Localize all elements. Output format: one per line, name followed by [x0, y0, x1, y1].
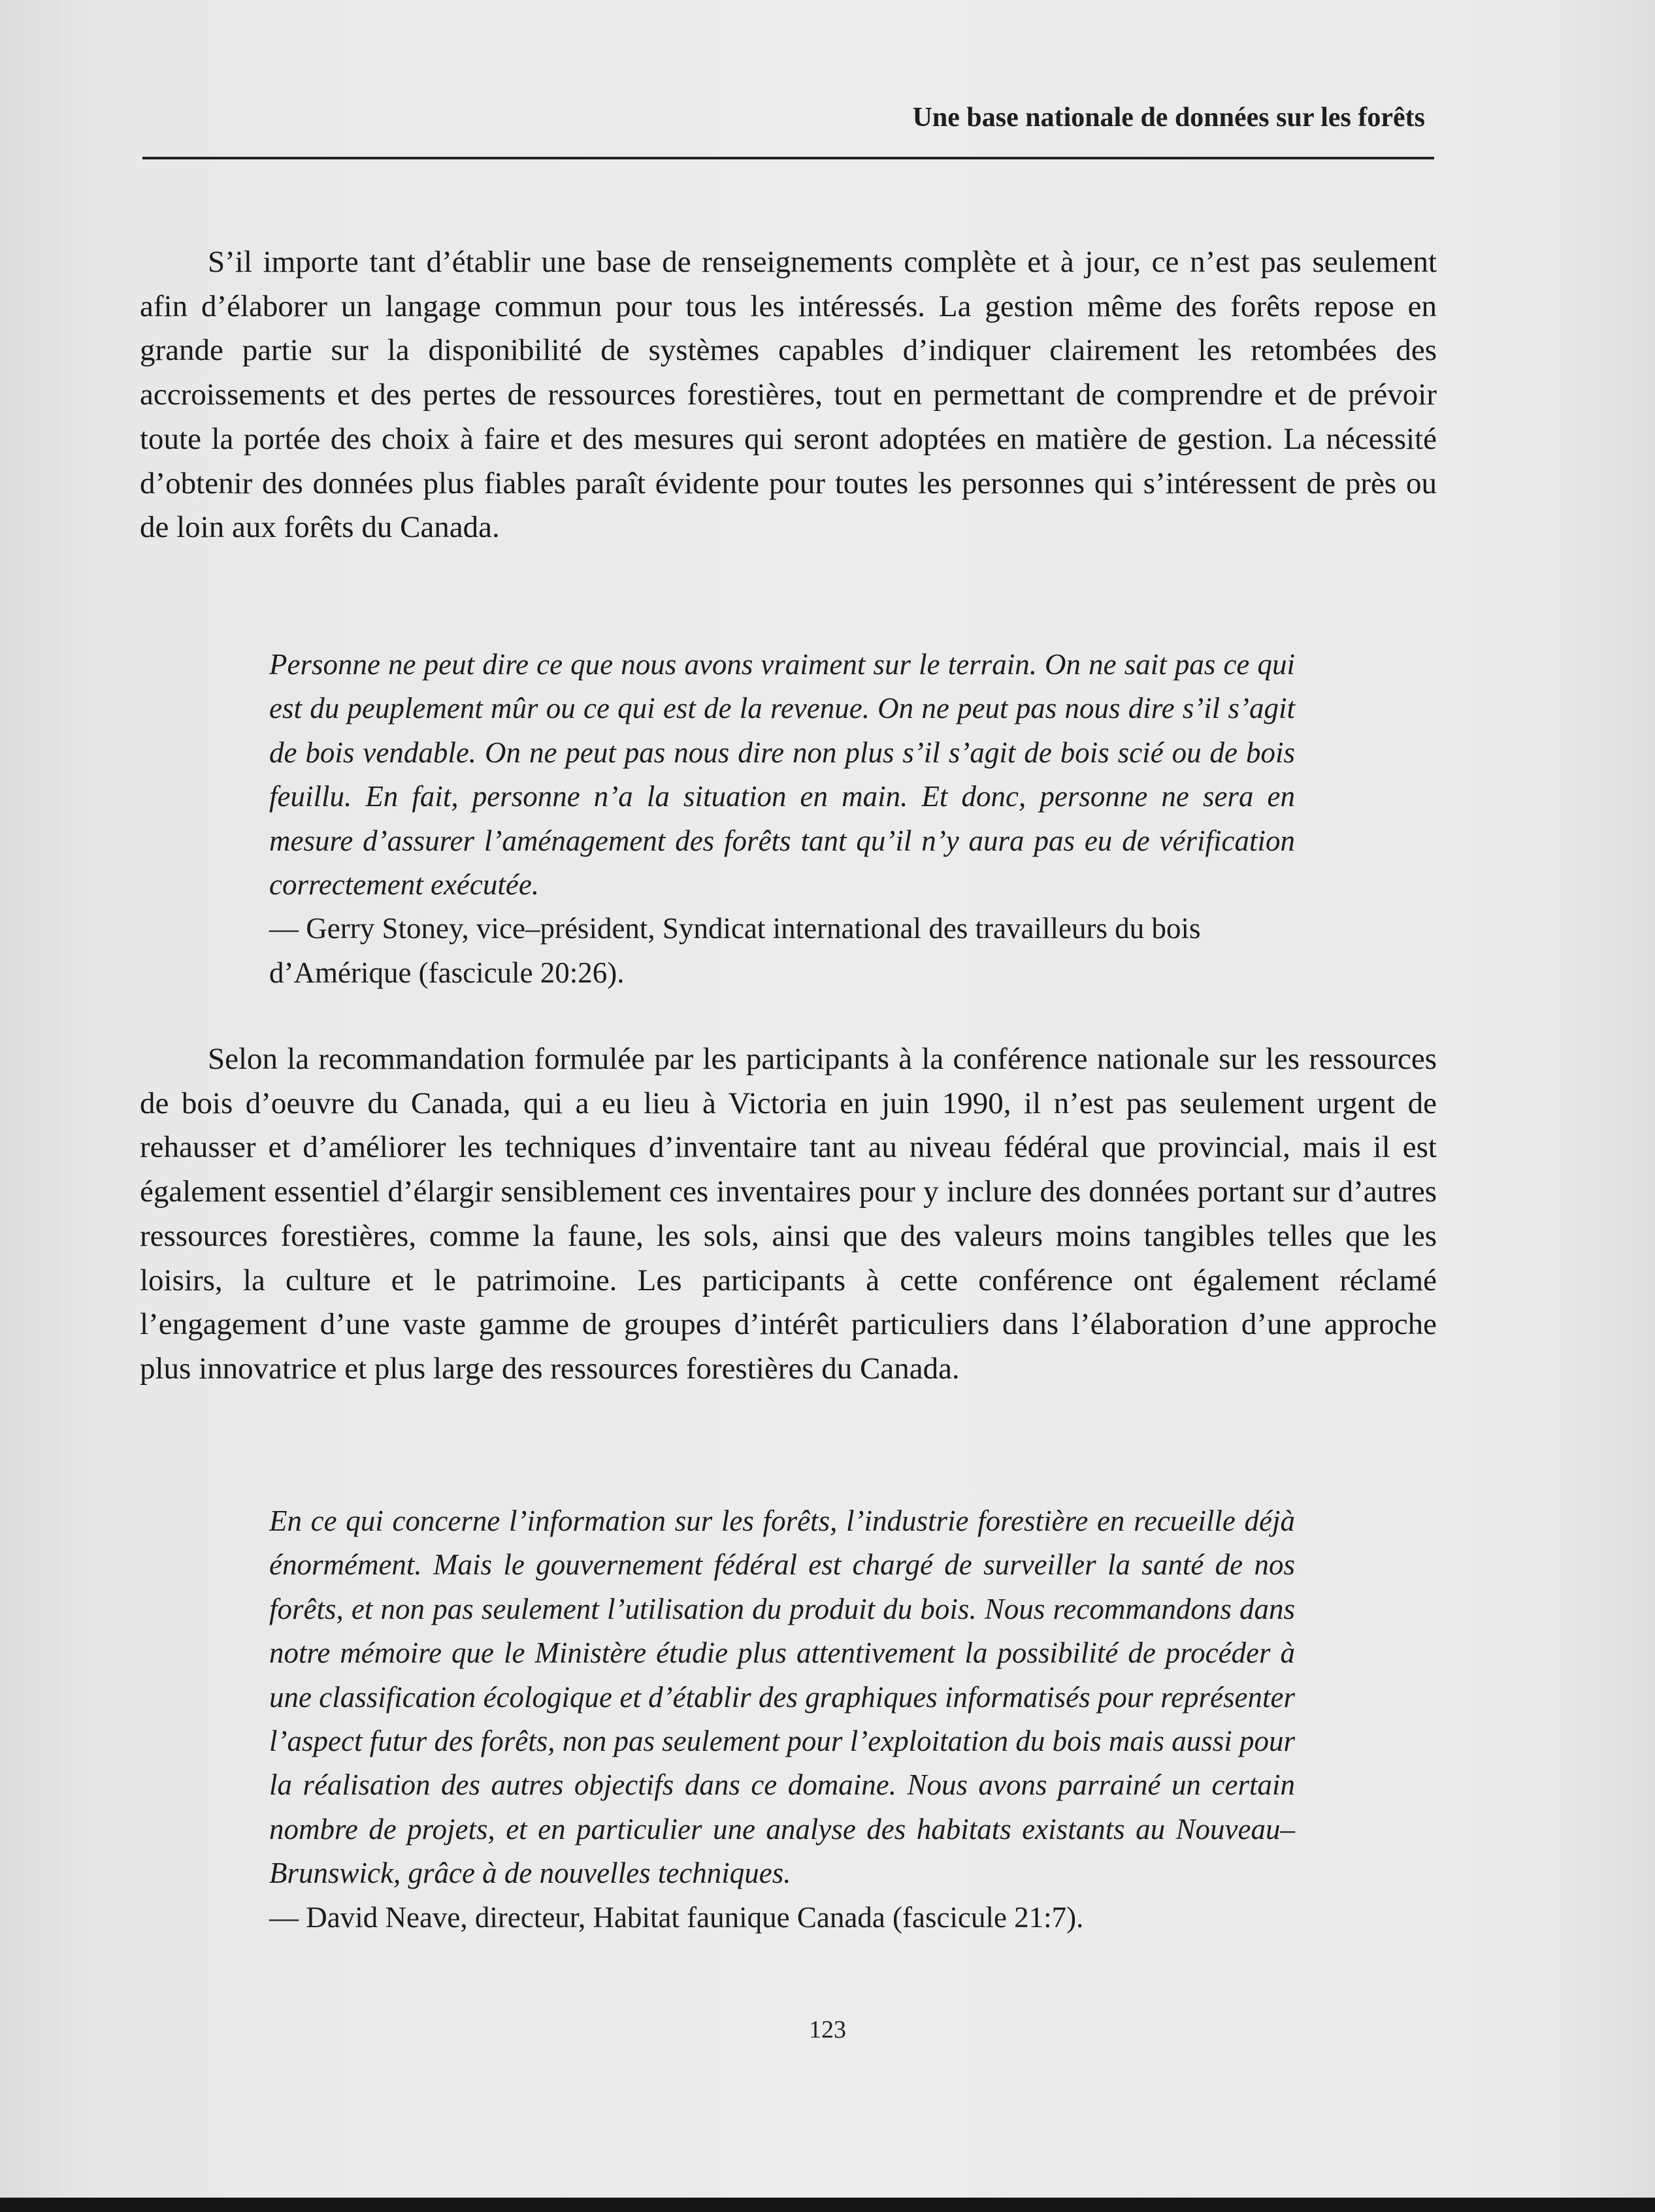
block-quote-2	[269, 1499, 1295, 1940]
paragraph-1: S’il importe tant d’établir une base de renseignements complète et à jour, ce n’est pas seulement afin d’élaborer un langage commun pour tous les intéressés. La gestion même des forêts repose en grande partie sur la disponibilité de systèmes capables d’indiquer clairement les retombées des accroissements et des pertes de ressources forestières, tout en permettant de comprendre et de prévoir toute la portée des choix à faire et des mesures qui seront adoptées en matière de gestion. La nécessité d’obtenir des données plus fiables paraît évidente pour toutes les personnes qui s’intéressent de près ou de loin aux forêts du Canada.	[140, 245, 1437, 545]
page-number: 123	[809, 2016, 846, 2043]
quote-1-attribution: — Gerry Stoney, vice–président, Syndicat international des travailleurs du bois d’Amérique (fascicule 20:26).	[269, 912, 1201, 989]
running-header	[142, 98, 1434, 159]
paragraph-2: Selon la recommandation formulée par les participants à la conférence nationale sur les ressources de bois d’oeuvre du Canada, qui a eu lieu à Victoria en juin 1990, il n’est pas seulement urgent de rehausser et d’améliorer les techniques d’inventaire tant au niveau fédéral que provincial, mais il est également essentiel d’élargir sensiblement ces inventaires pour y inclure des données portant sur d’autres ressources forestières, comme la faune, les sols, ainsi que des valeurs moins tangibles telles que les loisirs, la culture et le patrimoine. Les participants à cette conférence ont également réclamé l’engagement d’une vaste gamme de groupes d’intérêt particuliers dans l’élaboration d’une approche plus innovatrice et plus large des ressources forestières du Canada.	[140, 1042, 1437, 1386]
page-bottom-edge	[0, 2198, 1655, 2212]
header-title: Une base nationale de données sur les forêts	[912, 103, 1425, 133]
quote-1-text: Personne ne peut dire ce que nous avons vraiment sur le terrain. On ne sait pas ce qui est du peuplement mûr ou ce qui est de la revenue. On ne peut pas nous dire s’il s’agit de bois vendable. On ne peut pas nous dire non plus s’il s’agit de bois scié ou de bois feuillu. En fait, personne n’a la situation en main. Et donc, personne ne sera en mesure d’assurer l’aménagement des forêts tant qu’il n’y aura pas eu de vérification correctement exécutée.	[269, 648, 1295, 902]
quote-2-attribution: — David Neave, directeur, Habitat faunique Canada (fascicule 21:7).	[269, 1900, 1084, 1934]
block-quote-1	[269, 643, 1295, 995]
quote-2-text: En ce qui concerne l’information sur les forêts, l’industrie forestière en recueille déjà énormément. Mais le gouvernement fédéral est chargé de surveiller la santé de nos forêts, et non pas seulement l’utilisation du produit du bois. Nous recommandons dans notre mémoire que le Ministère étudie plus attentivement la possibilité de procéder à une classification écologique et d’établir des graphiques informatisés pour représenter l’aspect futur des forêts, non pas seulement pour l’exploitation du bois mais aussi pour la réalisation des autres objectifs dans ce domaine. Nous avons parrainé un certain nombre de projets, et en particulier une analyse des habitats existants au Nouveau–Brunswick, grâce à de nouvelles techniques.	[269, 1504, 1295, 1890]
